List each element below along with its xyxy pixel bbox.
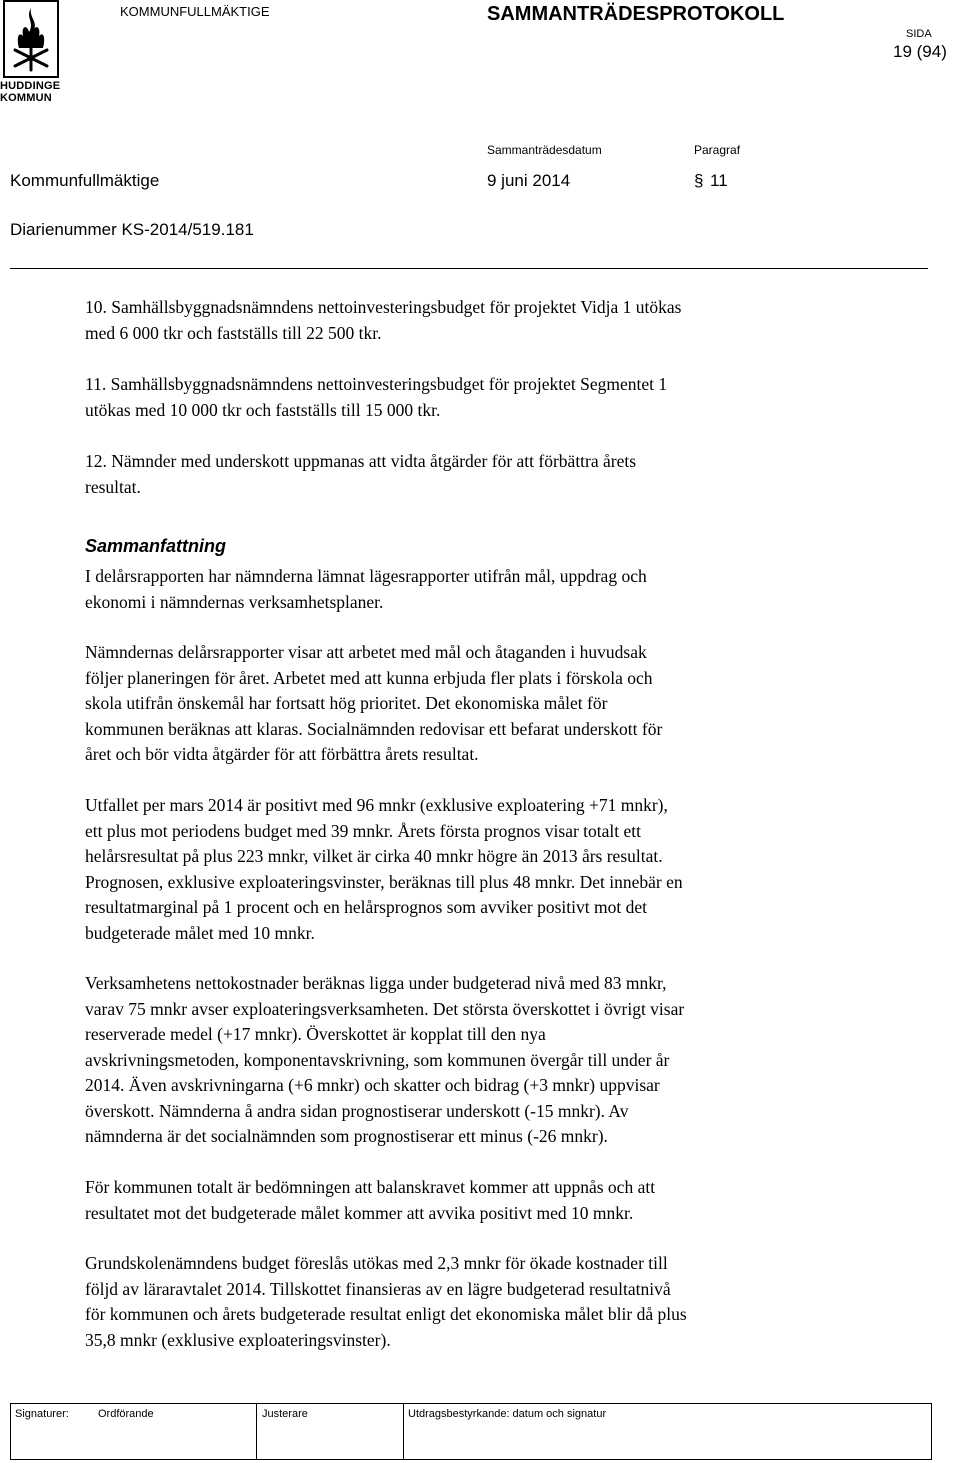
text-line: utökas med 10 000 tkr och fastställs till 15 000 tkr. (85, 399, 441, 420)
paragraph-label: Paragraf (694, 143, 741, 157)
text-line: kommunen beräknas att klaras. Socialnämnden redovisar ett befarat underskott för (85, 718, 663, 739)
text-line: Verksamhetens nettokostnader beräknas ligga under budgeterad nivå med 83 mnkr, (85, 973, 667, 993)
text-line: 2014. Även avskrivningarna (+6 mnkr) och skatter och bidrag (+3 mnkr) uppvisar (85, 1075, 660, 1095)
org-name: KOMMUNFULLMÄKTIGE (120, 4, 270, 19)
text-line: för kommunen och årets budgeterade resultat enligt det ekonomiska målet blir då plus (85, 1304, 687, 1324)
text-line: 10. Samhällsbyggnadsnämndens nettoinvesteringsbudget för projektet Vidja 1 utökas (85, 297, 682, 317)
text-line: följd av läraravtalet 2014. Tillskottet finansieras av en lägre budgeterad resultatnivå (85, 1278, 671, 1299)
paragraph (85, 1251, 875, 1353)
body-name: Kommunfullmäktige (10, 171, 160, 190)
text-line: ekonomi i nämndernas verksamhetsplaner. (85, 591, 384, 612)
text-line: Nämndernas delårsrapporter visar att arbetet med mål och åtaganden i huvudsak (85, 642, 647, 662)
text-line: Prognosen, exklusive exploateringsvinster, beräknas till plus 48 mnkr. Det innebär en (85, 871, 683, 892)
signature-box (10, 1403, 932, 1460)
coat-of-arms-icon (3, 0, 59, 78)
column-divider (403, 1404, 404, 1459)
paragraph-symbol: § (694, 171, 704, 190)
text-line: helårsresultat på plus 223 mnkr, vilket är cirka 40 mnkr högre än 2013 års resultat. (85, 846, 663, 866)
list-item (85, 449, 875, 500)
paragraph (85, 971, 875, 1150)
list-item (85, 372, 875, 423)
diarienummer: Diarienummer KS-2014/519.181 (10, 220, 254, 239)
text-line: överskott. Nämnderna å andra sidan prognostiserar underskott (-15 mnkr). Av (85, 1100, 629, 1121)
text-line: följer planeringen för året. Arbetet med att kunna erbjuda fler plats i förskola och (85, 667, 653, 688)
paragraph-number: 11 (710, 171, 728, 190)
list-item (85, 295, 875, 346)
text-line: Utfallet per mars 2014 är positivt med 96 mnkr (exklusive exploatering +71 mnkr), (85, 795, 668, 815)
certifying-label: Utdragsbestyrkande: datum och signatur (408, 1408, 607, 1420)
header-divider (10, 268, 928, 269)
text-line: resultat. (85, 476, 141, 497)
text-line: Grundskolenämndens budget föreslås utökas med 2,3 mnkr för ökade kostnader till (85, 1253, 668, 1273)
text-line: reserverade medel (+17 mnkr). Överskottet är kopplat till den nya (85, 1024, 546, 1044)
page-number: 19 (94) (893, 42, 947, 61)
text-line: med 6 000 tkr och fastställs till 22 500 tkr. (85, 322, 382, 343)
text-line: resultatet mot det budgeterade målet kommer att avvika positivt med 10 mnkr. (85, 1202, 634, 1223)
column-divider (256, 1404, 257, 1459)
adjusters-label: Justerare (262, 1408, 308, 1420)
text-line: budgeterade målet med 10 mnkr. (85, 922, 315, 943)
logo-text-line1: HUDDINGE (0, 80, 61, 92)
logo-text-line2: KOMMUN (0, 92, 52, 104)
municipality-logo (0, 0, 62, 108)
text-line: 12. Nämnder med underskott uppmanas att vidta åtgärder för att förbättra årets (85, 451, 637, 471)
text-line: året och bör vidta åtgärder för att förbättra årets resultat. (85, 744, 479, 764)
text-line: avskrivningsmetoden, komponentavskrivning, som kommunen övergår till under år (85, 1049, 670, 1070)
summary-heading: Sammanfattning (85, 536, 227, 556)
paragraph (85, 1175, 875, 1226)
text-line: 11. Samhällsbyggnadsnämndens nettoinvesteringsbudget för projektet Segmentet 1 (85, 374, 668, 394)
paragraph (85, 793, 875, 946)
text-line: För kommunen totalt är bedömningen att balanskravet kommer att uppnås och att (85, 1177, 656, 1197)
page-label: SIDA (906, 28, 932, 40)
text-line: 35,8 mnkr (exklusive exploateringsvinster). (85, 1329, 391, 1350)
paragraph (85, 564, 875, 615)
doc-title: SAMMANTRÄDESPROTOKOLL (487, 3, 785, 25)
text-line: nämnderna är det socialnämnden som prognostiserar ett minus (-26 mnkr). (85, 1126, 608, 1146)
signatures-label: Signaturer: (15, 1408, 69, 1420)
paragraph (85, 640, 875, 768)
text-line: varav 75 mnkr avser exploateringsverksamheten. Det största överskottet i övrigt visar (85, 998, 685, 1019)
chair-label: Ordförande (98, 1408, 154, 1420)
text-line: ett plus mot periodens budget med 39 mnkr. Årets första prognos visar totalt ett (85, 820, 642, 841)
text-line: skola utifrån önskemål har fortsatt hög prioritet. Det ekonomiska målet för (85, 693, 608, 713)
meeting-date: 9 juni 2014 (487, 171, 571, 190)
text-line: resultatmarginal på 1 procent och en helårsprognos som avviker positivt mot det (85, 897, 647, 917)
date-label: Sammanträdesdatum (487, 143, 602, 157)
text-line: I delårsrapporten har nämnderna lämnat lägesrapporter utifrån mål, uppdrag och (85, 566, 647, 586)
